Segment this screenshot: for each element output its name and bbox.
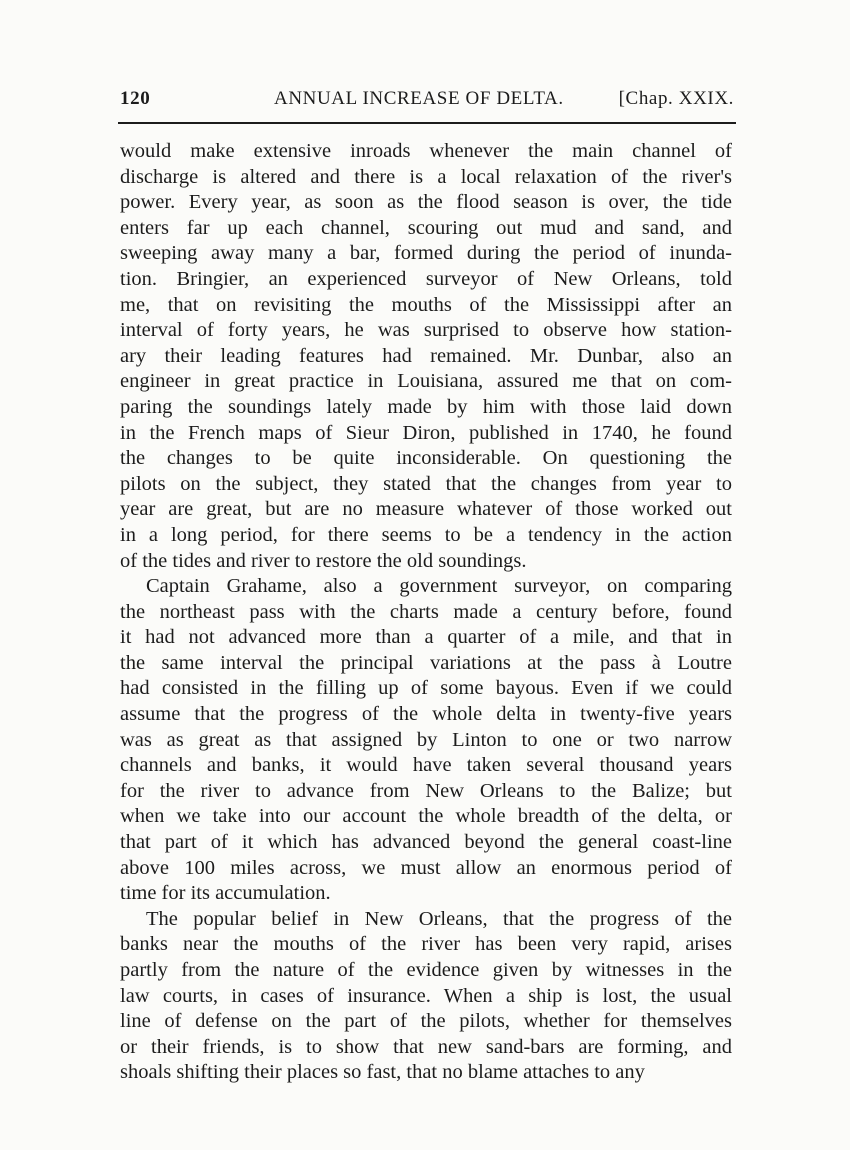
text-line: interval of forty years, he was surprised to observe how station- — [120, 319, 732, 342]
header-rule — [118, 122, 736, 124]
text-line: partly from the nature of the evidence given by witnesses in the — [120, 959, 732, 981]
text-line: year are great, but are no measure whatever of those worked out — [120, 498, 732, 521]
text-line: assume that the progress of the whole delta in twenty-five years — [120, 703, 732, 726]
text-line: when we take into our account the whole breadth of the delta, or — [120, 805, 732, 828]
text-line: pilots on the subject, they stated that the changes from year to — [120, 472, 732, 495]
text-line: discharge is altered and there is a local relaxation of the river's — [120, 165, 732, 188]
text-line: or their friends, is to show that new sand-bars are forming, and — [120, 1035, 732, 1058]
text-line: was as great as that assigned by Linton to one or two narrow — [120, 728, 732, 751]
text-line: enters far up each channel, scouring out mud and sand, and — [120, 216, 732, 239]
text-line: shoals shifting their places so fast, that no blame attaches to any — [120, 1061, 645, 1084]
text-line: would make extensive inroads whenever the main channel of — [120, 140, 732, 162]
text-line: the northeast pass with the charts made a century before, found — [120, 600, 732, 623]
text-line: above 100 miles across, we must allow an enormous period of — [120, 856, 732, 879]
text-line: tion. Bringier, an experienced surveyor of New Orleans, told — [120, 267, 732, 290]
text-line: Captain Grahame, also a government surveyor, on comparing — [146, 575, 732, 598]
chapter-reference: [Chap. XXIX. — [618, 88, 734, 109]
text-line: in the French maps of Sieur Diron, published in 1740, he found — [120, 421, 732, 444]
text-line: in a long period, for there seems to be a tendency in the action — [120, 523, 732, 546]
running-title: ANNUAL INCREASE OF DELTA. — [274, 88, 564, 109]
text-line: line of defense on the part of the pilots, whether for themselves — [120, 1010, 732, 1033]
paragraph — [120, 139, 732, 574]
text-line: time for its accumulation. — [120, 882, 331, 905]
body-text — [120, 139, 732, 1086]
page-number: 120 — [120, 88, 151, 109]
text-line: ary their leading features had remained. Mr. Dunbar, also an — [120, 344, 732, 367]
running-header — [120, 88, 734, 116]
text-line: power. Every year, as soon as the flood season is over, the tide — [120, 191, 732, 214]
text-line: channels and banks, it would have taken several thousand years — [120, 754, 732, 777]
text-line: banks near the mouths of the river has been very rapid, arises — [120, 933, 732, 956]
text-line: law courts, in cases of insurance. When a ship is lost, the usual — [120, 984, 732, 1007]
text-line: that part of it which has advanced beyond the general coast-line — [120, 831, 732, 854]
text-line: had consisted in the filling up of some bayous. Even if we could — [120, 677, 732, 700]
text-line: the same interval the principal variations at the pass à Loutre — [120, 651, 732, 674]
text-line: it had not advanced more than a quarter of a mile, and that in — [120, 626, 732, 649]
text-line: the changes to be quite inconsiderable. On questioning the — [120, 447, 732, 470]
paragraph — [120, 574, 732, 907]
text-line: The popular belief in New Orleans, that the progress of the — [146, 907, 732, 930]
text-line: of the tides and river to restore the old soundings. — [120, 549, 527, 572]
text-line: sweeping away many a bar, formed during the period of inunda- — [120, 242, 732, 265]
text-line: engineer in great practice in Louisiana, assured me that on com- — [120, 370, 732, 393]
text-line: paring the soundings lately made by him with those laid down — [120, 395, 732, 418]
text-line: me, that on revisiting the mouths of the Mississippi after an — [120, 293, 732, 316]
text-line: for the river to advance from New Orleans to the Balize; but — [120, 779, 732, 802]
paragraph — [120, 907, 732, 1086]
